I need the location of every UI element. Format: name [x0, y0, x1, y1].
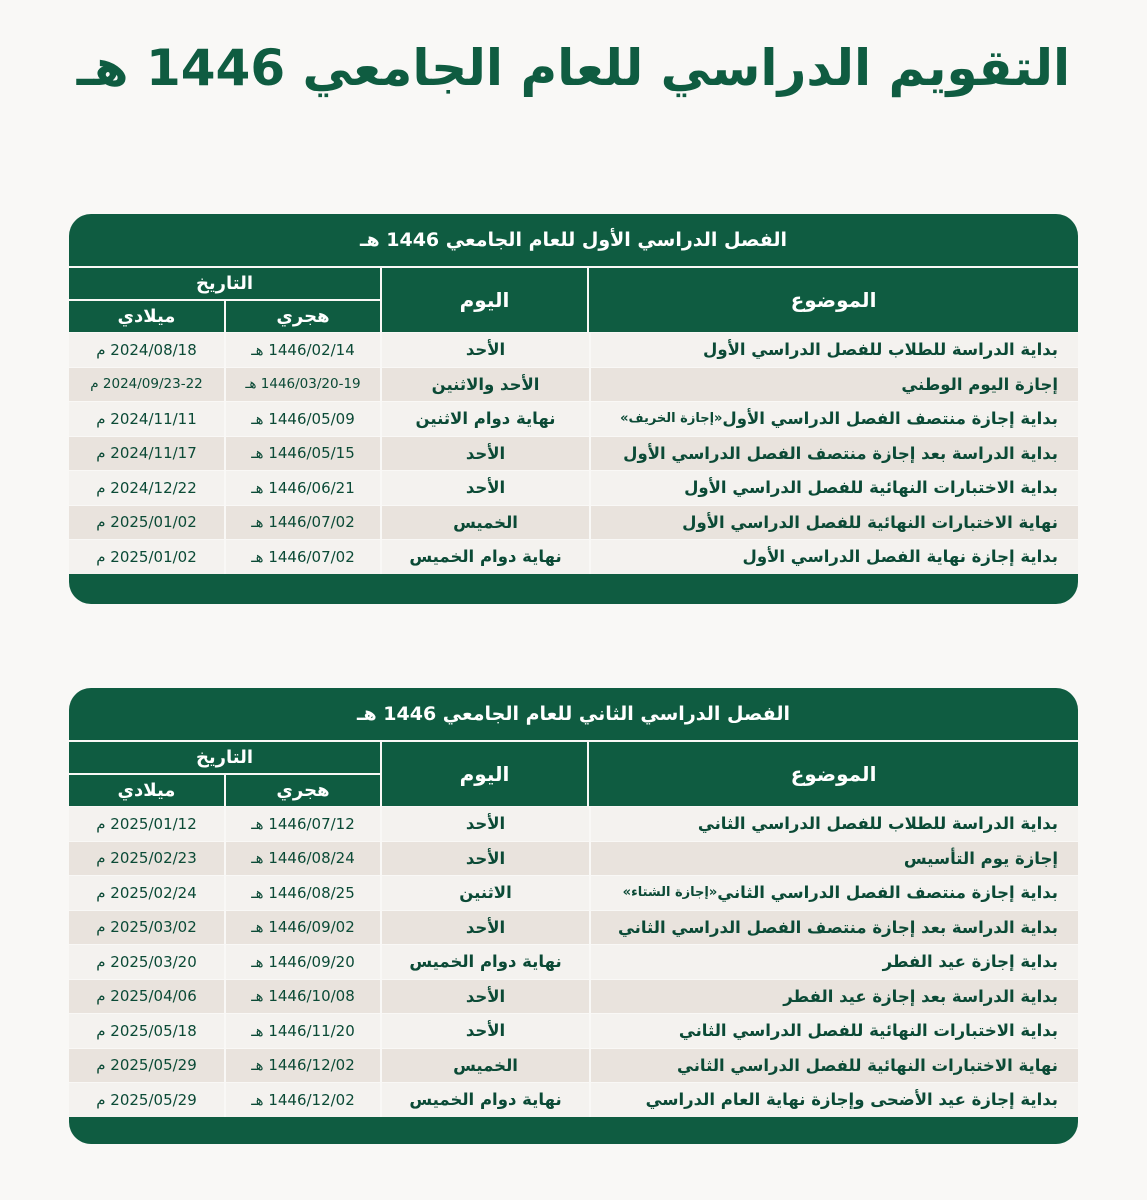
gregorian-date-cell: 2025/03/02 م — [96, 918, 197, 937]
topic-text: إجازة اليوم الوطني — [901, 374, 1058, 394]
day-cell: الخميس — [380, 506, 589, 540]
gregorian-date-cell: 2025/05/29 م — [96, 1090, 197, 1109]
topic-text: بداية الاختبارات النهائية للفصل الدراسي الأول — [684, 478, 1058, 498]
hijri-date-cell: 1446/05/15 هـ — [224, 437, 380, 471]
gregorian-date-cell: 2024/12/22 م — [96, 478, 197, 497]
header-hijri: هجري — [224, 773, 380, 806]
table-row — [69, 841, 1078, 876]
topic-text: بداية الدراسة بعد إجازة منتصف الفصل الدراسي الأول — [623, 443, 1058, 463]
table-row — [69, 539, 1078, 574]
table-row — [69, 806, 1078, 841]
day-cell: الأحد — [380, 1014, 589, 1048]
table-row — [69, 1013, 1078, 1048]
table-row — [69, 436, 1078, 471]
header-hijri: هجري — [224, 299, 380, 332]
topic-text: بداية إجازة منتصف الفصل الدراسي الثاني — [717, 883, 1058, 903]
topic-text: بداية الدراسة للطلاب للفصل الدراسي الثاني — [697, 814, 1058, 834]
topic-cell — [589, 368, 1078, 402]
gregorian-date-cell: 2025/04/06 م — [96, 987, 197, 1006]
hijri-date-cell: 1446/02/14 هـ — [224, 333, 380, 367]
topic-text: بداية الدراسة بعد إجازة منتصف الفصل الدراسي الثاني — [617, 917, 1058, 937]
table-body — [69, 332, 1078, 574]
topic-text: بداية الدراسة للطلاب للفصل الدراسي الأول — [703, 340, 1058, 360]
topic-cell — [589, 842, 1078, 876]
topic-cell — [589, 437, 1078, 471]
topic-text: بداية إجازة عيد الفطر — [882, 952, 1058, 972]
topic-text: نهاية الاختبارات النهائية للفصل الدراسي الثاني — [677, 1055, 1058, 1075]
header-topic: الموضوع — [587, 740, 1078, 806]
table-footer-bar — [69, 574, 1078, 600]
topic-text: بداية إجازة نهاية الفصل الدراسي الأول — [742, 547, 1058, 567]
semester-2-title: الفصل الدراسي الثاني للعام الجامعي 1446 هـ — [357, 703, 790, 725]
day-cell: الأحد — [380, 911, 589, 945]
table-row — [69, 1082, 1078, 1117]
hijri-date-cell: 1446/07/02 هـ — [224, 540, 380, 574]
table-row — [69, 470, 1078, 505]
day-cell: الأحد — [380, 807, 589, 841]
header-date: التاريخ — [69, 266, 380, 299]
topic-cell — [589, 980, 1078, 1014]
hijri-date-cell: 1446/08/25 هـ — [224, 876, 380, 910]
semester-1-table — [69, 214, 1078, 604]
hijri-date-cell: 1446/07/02 هـ — [224, 506, 380, 540]
topic-cell — [589, 945, 1078, 979]
table-row — [69, 1048, 1078, 1083]
header-topic: الموضوع — [587, 266, 1078, 332]
gregorian-date-cell: 2025/02/24 م — [96, 883, 197, 902]
topic-cell — [589, 402, 1078, 436]
day-cell: الاثنين — [380, 876, 589, 910]
gregorian-date-cell: 2025/03/20 م — [96, 952, 197, 971]
day-cell: نهاية دوام الاثنين — [380, 402, 589, 436]
header-gregorian: ميلادي — [69, 299, 224, 332]
hijri-date-cell: 1446/10/08 هـ — [224, 980, 380, 1014]
topic-text: نهاية الاختبارات النهائية للفصل الدراسي الأول — [682, 512, 1058, 532]
topic-text: إجازة يوم التأسيس — [903, 848, 1058, 868]
day-cell: الأحد — [380, 980, 589, 1014]
topic-cell — [589, 506, 1078, 540]
day-cell: الأحد — [380, 333, 589, 367]
table-row — [69, 875, 1078, 910]
hijri-date-cell: 1446/12/02 هـ — [224, 1049, 380, 1083]
topic-cell — [589, 911, 1078, 945]
topic-cell — [589, 333, 1078, 367]
topic-text: بداية إجازة عيد الأضحى وإجازة نهاية العام الدراسي — [645, 1090, 1058, 1110]
topic-cell — [589, 1083, 1078, 1117]
gregorian-date-cell: 2024/11/11 م — [96, 409, 197, 428]
topic-cell — [589, 540, 1078, 574]
hijri-date-cell: 1446/09/20 هـ — [224, 945, 380, 979]
table-footer-bar — [69, 1117, 1078, 1143]
gregorian-date-cell: 2025/01/12 م — [96, 814, 197, 833]
table-row — [69, 910, 1078, 945]
table-row — [69, 332, 1078, 367]
gregorian-date-cell: 2025/02/23 م — [96, 849, 197, 868]
topic-cell — [589, 1049, 1078, 1083]
table-row — [69, 367, 1078, 402]
page-title: التقويم الدراسي للعام الجامعي 1446 هـ — [76, 39, 1071, 97]
topic-text: بداية إجازة منتصف الفصل الدراسي الأول — [722, 409, 1058, 429]
hijri-date-cell: 1446/07/12 هـ — [224, 807, 380, 841]
semester-1-title: الفصل الدراسي الأول للعام الجامعي 1446 هـ — [359, 229, 788, 251]
topic-cell — [589, 876, 1078, 910]
header-day: اليوم — [380, 740, 587, 806]
hijri-date-cell: 1446/11/20 هـ — [224, 1014, 380, 1048]
gregorian-date-cell: 2024/09/23-22 م — [90, 376, 203, 393]
topic-text: بداية الاختبارات النهائية للفصل الدراسي الثاني — [678, 1021, 1058, 1041]
day-cell: نهاية دوام الخميس — [380, 1083, 589, 1117]
semester-2-table — [69, 688, 1078, 1144]
gregorian-date-cell: 2025/05/29 م — [96, 1056, 197, 1075]
day-cell: الأحد — [380, 842, 589, 876]
topic-cell — [589, 471, 1078, 505]
hijri-date-cell: 1446/06/21 هـ — [224, 471, 380, 505]
topic-note: «إجازة الخريف» — [620, 411, 723, 427]
table-header — [69, 266, 1078, 332]
hijri-date-cell: 1446/03/20-19 هـ — [224, 368, 380, 402]
day-cell: الأحد والاثنين — [380, 368, 589, 402]
hijri-date-cell: 1446/08/24 هـ — [224, 842, 380, 876]
gregorian-date-cell: 2025/01/02 م — [96, 547, 197, 566]
gregorian-date-cell: 2025/05/18 م — [96, 1021, 197, 1040]
table-row — [69, 944, 1078, 979]
day-cell: الخميس — [380, 1049, 589, 1083]
header-date: التاريخ — [69, 740, 380, 773]
topic-note: «إجازة الشتاء» — [622, 885, 718, 901]
table-header — [69, 740, 1078, 806]
day-cell: الأحد — [380, 471, 589, 505]
table-row — [69, 401, 1078, 436]
day-cell: نهاية دوام الخميس — [380, 945, 589, 979]
topic-cell — [589, 807, 1078, 841]
day-cell: نهاية دوام الخميس — [380, 540, 589, 574]
hijri-date-cell: 1446/12/02 هـ — [224, 1083, 380, 1117]
table-row — [69, 979, 1078, 1014]
gregorian-date-cell: 2024/11/17 م — [96, 444, 197, 463]
header-gregorian: ميلادي — [69, 773, 224, 806]
table-row — [69, 505, 1078, 540]
hijri-date-cell: 1446/05/09 هـ — [224, 402, 380, 436]
day-cell: الأحد — [380, 437, 589, 471]
gregorian-date-cell: 2024/08/18 م — [96, 340, 197, 359]
table-body — [69, 806, 1078, 1117]
topic-cell — [589, 1014, 1078, 1048]
topic-text: بداية الدراسة بعد إجازة عيد الفطر — [783, 986, 1058, 1006]
header-day: اليوم — [380, 266, 587, 332]
hijri-date-cell: 1446/09/02 هـ — [224, 911, 380, 945]
gregorian-date-cell: 2025/01/02 م — [96, 513, 197, 532]
